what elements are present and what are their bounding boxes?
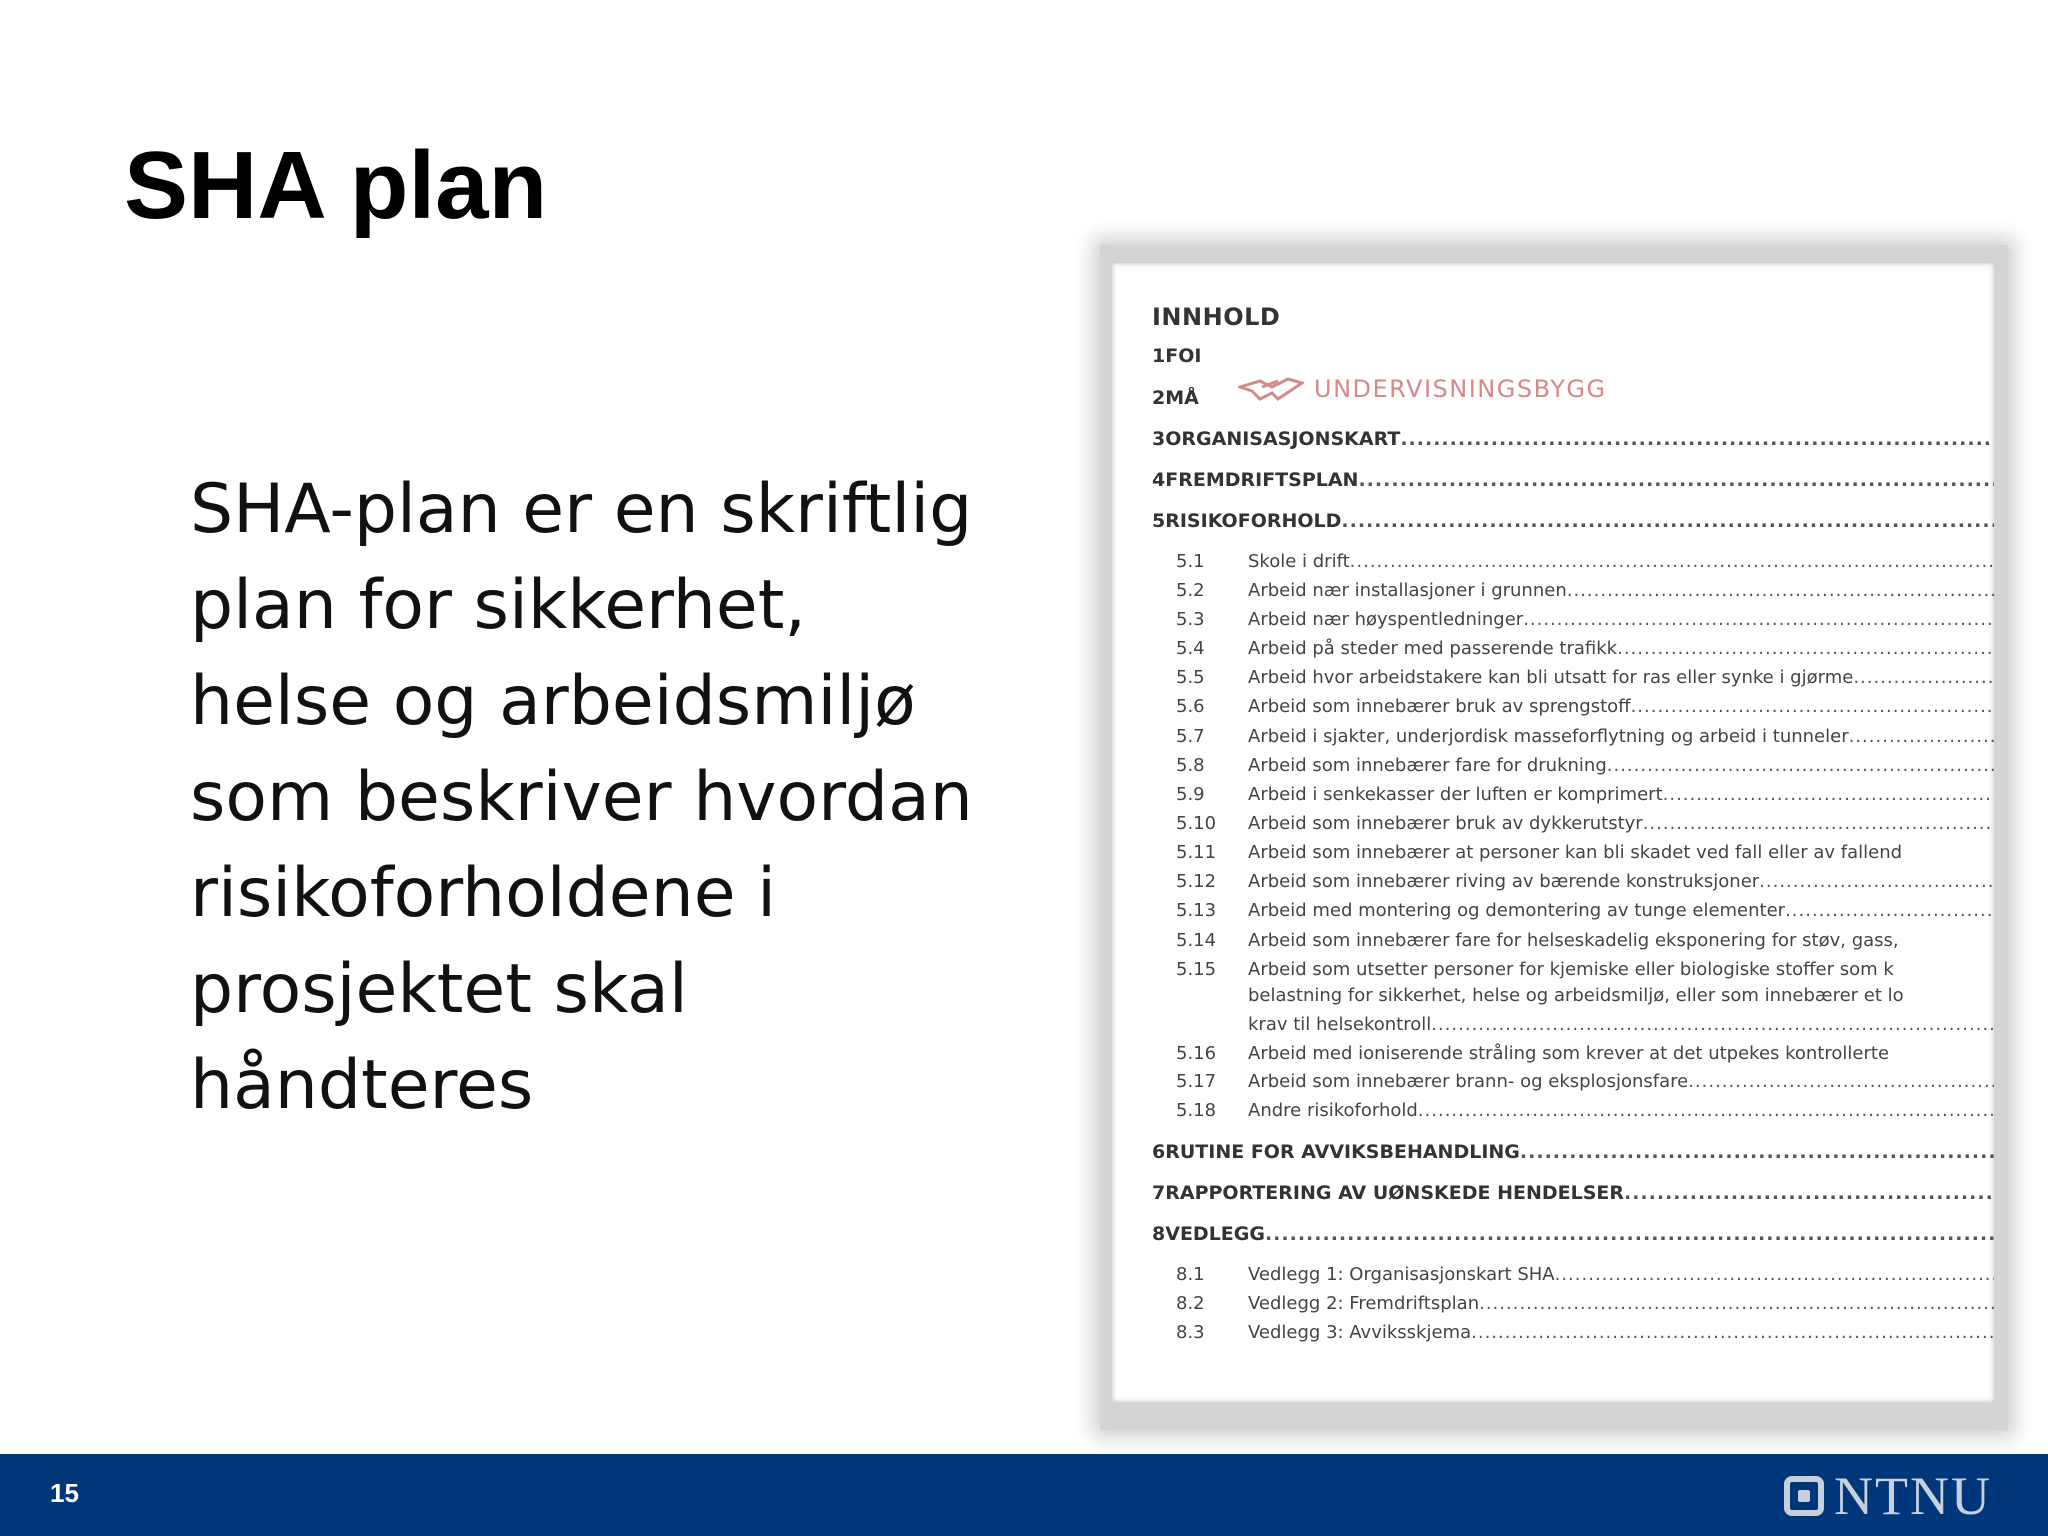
- toc-entry-title: Arbeid som innebærer bruk av dykkerutstyr: [1248, 813, 1643, 834]
- toc-entry-title: Arbeid nær høyspentledninger: [1248, 609, 1524, 630]
- toc-entry-number: 5.14: [1176, 930, 1217, 951]
- toc-entry-number: 8.2: [1176, 1293, 1205, 1314]
- toc-entry: [1152, 510, 1994, 532]
- toc-entry: [1152, 1182, 1994, 1204]
- toc-leader-dots: [1567, 580, 1994, 601]
- toc-entry: [1152, 1014, 1994, 1035]
- toc-leader-dots: [1849, 726, 1994, 747]
- toc-entry-number: 5.10: [1176, 813, 1217, 834]
- toc-leader-dots: [1479, 1293, 1994, 1314]
- toc-entry-title: VEDLEGG: [1165, 1223, 1265, 1245]
- toc-leader-dots: [1624, 1182, 1994, 1204]
- toc-entry-title: Andre risikoforhold: [1248, 1100, 1418, 1121]
- toc-entry-number: 5.2: [1176, 580, 1205, 601]
- toc-leader-dots: [1853, 667, 1994, 688]
- toc-entry: [1152, 813, 1994, 834]
- page-number: 15: [50, 1478, 79, 1508]
- toc-entry: [1152, 1264, 1994, 1285]
- toc-entry-number: 5.15: [1176, 959, 1217, 980]
- toc-entry: [1152, 784, 1994, 805]
- toc-entry: [1152, 696, 1994, 717]
- toc-entry: [1152, 1322, 1994, 1343]
- toc-entry: [1152, 726, 1994, 747]
- toc-leader-dots: [1418, 1100, 1994, 1121]
- toc-entry-title: Arbeid nær installasjoner i grunnen: [1248, 580, 1567, 601]
- body-text: [190, 462, 990, 1134]
- toc-entry-title: Skole i drift: [1248, 551, 1350, 572]
- toc-entry-number: 5.11: [1176, 842, 1217, 863]
- toc-entry-title: Arbeid som innebærer fare for helseskadelig eksponering for støv, gass,: [1248, 930, 1899, 951]
- toc-entry-title: belastning for sikkerhet, helse og arbeidsmiljø, eller som innebærer et lo: [1248, 985, 1904, 1006]
- toc-leader-dots: [1785, 900, 1994, 921]
- ntnu-logo-icon: [1784, 1476, 1824, 1516]
- body-line: SHA-plan er en skriftlig: [190, 470, 973, 549]
- toc-leader-dots: [1341, 510, 1994, 532]
- toc-entry: [1152, 580, 1994, 601]
- toc-entry-title: Arbeid som innebærer brann- og eksplosjonsfare: [1248, 1071, 1689, 1092]
- toc-entry-title: Arbeid som innebærer riving av bærende konstruksjoner: [1248, 871, 1760, 892]
- toc-entry: [1152, 1223, 1994, 1245]
- toc-entry-number: 6: [1152, 1141, 1166, 1163]
- toc-leader-dots: [1643, 813, 1994, 834]
- toc-leader-dots: [1431, 1014, 1994, 1035]
- toc-entry: [1152, 959, 1994, 980]
- toc-entry-number: 5.3: [1176, 609, 1205, 630]
- toc-entry-title: ORGANISASJONSKART: [1165, 428, 1401, 450]
- toc-entry-title: Arbeid som innebærer at personer kan bli skadet ved fall eller av fallend: [1248, 842, 1903, 863]
- body-line: prosjektet skal: [190, 950, 688, 1029]
- toc-leader-dots: [1471, 1322, 1994, 1343]
- toc-entry: [1152, 755, 1994, 776]
- toc-entry-number: 5.12: [1176, 871, 1217, 892]
- toc-entry-title: Arbeid som innebærer bruk av sprengstoff: [1248, 696, 1631, 717]
- toc-leader-dots: [1607, 755, 1994, 776]
- toc-entry-title: Arbeid med montering og demontering av tunge elementer: [1248, 900, 1786, 921]
- toc-entry-number: 5.13: [1176, 900, 1217, 921]
- toc-entry-number: 5.1: [1176, 551, 1205, 572]
- toc-entry-number: 1FOI: [1152, 345, 1202, 367]
- toc-entry-number: 4: [1152, 469, 1166, 491]
- toc-entry-title: Arbeid som utsetter personer for kjemiske eller biologiske stoffer som k: [1248, 959, 1894, 980]
- toc-entry: [1152, 345, 1994, 367]
- toc-leader-dots: [1688, 1071, 1994, 1092]
- toc-leader-dots: [1759, 871, 1994, 892]
- toc-entry-title: Arbeid på steder med passerende trafikk: [1248, 638, 1618, 659]
- toc-entry-title: Arbeid i sjakter, underjordisk masseforflytning og arbeid i tunneler: [1248, 726, 1849, 747]
- toc-leader-dots: [1358, 469, 1994, 491]
- toc-leader-dots: [1400, 428, 1994, 450]
- body-line: helse og arbeidsmiljø: [190, 662, 916, 741]
- body-line: håndteres: [190, 1046, 534, 1125]
- toc-entry: [1152, 1141, 1994, 1163]
- toc-entry-title: Vedlegg 2: Fremdriftsplan: [1248, 1293, 1480, 1314]
- toc-heading: INNHOLD: [1152, 303, 1281, 331]
- toc-entry: [1152, 609, 1994, 630]
- toc-entry: [1152, 842, 1994, 863]
- toc-entry-title: Arbeid som innebærer fare for drukning: [1248, 755, 1607, 776]
- toc-entry-title: Vedlegg 1: Organisasjonskart SHA: [1248, 1264, 1555, 1285]
- table-of-contents: [1112, 263, 1994, 1402]
- toc-entry: [1152, 387, 1994, 409]
- toc-entry-title: Vedlegg 3: Avviksskjema: [1248, 1322, 1472, 1343]
- toc-entry: [1152, 1043, 1994, 1064]
- toc-entry: [1152, 900, 1994, 921]
- toc-entry-number: 5.4: [1176, 638, 1205, 659]
- toc-entry-number: 8.3: [1176, 1322, 1205, 1343]
- toc-entry-number: 3: [1152, 428, 1166, 450]
- toc-leader-dots: [1555, 1264, 1994, 1285]
- toc-entry-title: RUTINE FOR AVVIKSBEHANDLING: [1165, 1141, 1520, 1163]
- toc-entry: [1152, 1071, 1994, 1092]
- toc-entry-number: 5: [1152, 510, 1166, 532]
- toc-entry-number: 5.7: [1176, 726, 1205, 747]
- toc-leader-dots: [1520, 1141, 1994, 1163]
- body-line: som beskriver hvordan: [190, 758, 973, 837]
- toc-leader-dots: [1663, 784, 1994, 805]
- toc-entry-title: RISIKOFORHOLD: [1165, 510, 1342, 532]
- toc-entry-number: 5.17: [1176, 1071, 1217, 1092]
- toc-entry: [1152, 930, 1994, 951]
- toc-entry: [1152, 551, 1994, 572]
- toc-entry-title: FREMDRIFTSPLAN: [1165, 469, 1359, 491]
- slide-title: SHA plan: [124, 132, 548, 239]
- toc-leader-dots: [1523, 609, 1994, 630]
- toc-entry: [1152, 469, 1994, 491]
- toc-entry-number: 8: [1152, 1223, 1166, 1245]
- toc-leader-dots: [1617, 638, 1994, 659]
- toc-entry-number: 5.5: [1176, 667, 1205, 688]
- toc-entry-number: 2MÅ: [1152, 387, 1199, 409]
- toc-entry-number: 7: [1152, 1182, 1166, 1204]
- toc-entry-number: 5.6: [1176, 696, 1205, 717]
- toc-entry: [1152, 871, 1994, 892]
- ntnu-logo-text: NTNU: [1834, 1466, 1992, 1526]
- toc-entry-number: 5.8: [1176, 755, 1205, 776]
- body-line: risikoforholdene i: [190, 854, 777, 933]
- toc-entry-title: Arbeid i senkekasser der luften er komprimert: [1248, 784, 1663, 805]
- toc-entry-title: krav til helsekontroll: [1248, 1014, 1432, 1035]
- toc-entry-number: 5.18: [1176, 1100, 1217, 1121]
- ntnu-logo: [1784, 1466, 1992, 1526]
- toc-entry: [1152, 638, 1994, 659]
- document-page: [1112, 263, 1994, 1402]
- toc-entry: [1152, 667, 1994, 688]
- toc-entry-number: 5.9: [1176, 784, 1205, 805]
- toc-entry: [1152, 985, 1994, 1006]
- body-line: plan for sikkerhet,: [190, 566, 807, 645]
- logo-text: UNDERVISNINGSBYGG: [1314, 375, 1607, 403]
- toc-leader-dots: [1350, 551, 1994, 572]
- toc-entry-number: 5.16: [1176, 1043, 1217, 1064]
- toc-entry-title: RAPPORTERING AV UØNSKEDE HENDELSER: [1165, 1182, 1624, 1204]
- toc-entry-number: 8.1: [1176, 1264, 1205, 1285]
- toc-entry-title: Arbeid med ioniserende stråling som krever at det utpekes kontrollerte: [1248, 1043, 1890, 1064]
- footer-bar: [0, 1454, 2048, 1536]
- document-image: [1100, 245, 2008, 1430]
- toc-entry: [1152, 1293, 1994, 1314]
- toc-leader-dots: [1265, 1223, 1994, 1245]
- toc-entry: [1152, 428, 1994, 450]
- toc-entry: [1152, 1100, 1994, 1121]
- toc-leader-dots: [1631, 696, 1994, 717]
- toc-entry-title: Arbeid hvor arbeidstakere kan bli utsatt for ras eller synke i gjørme: [1248, 667, 1854, 688]
